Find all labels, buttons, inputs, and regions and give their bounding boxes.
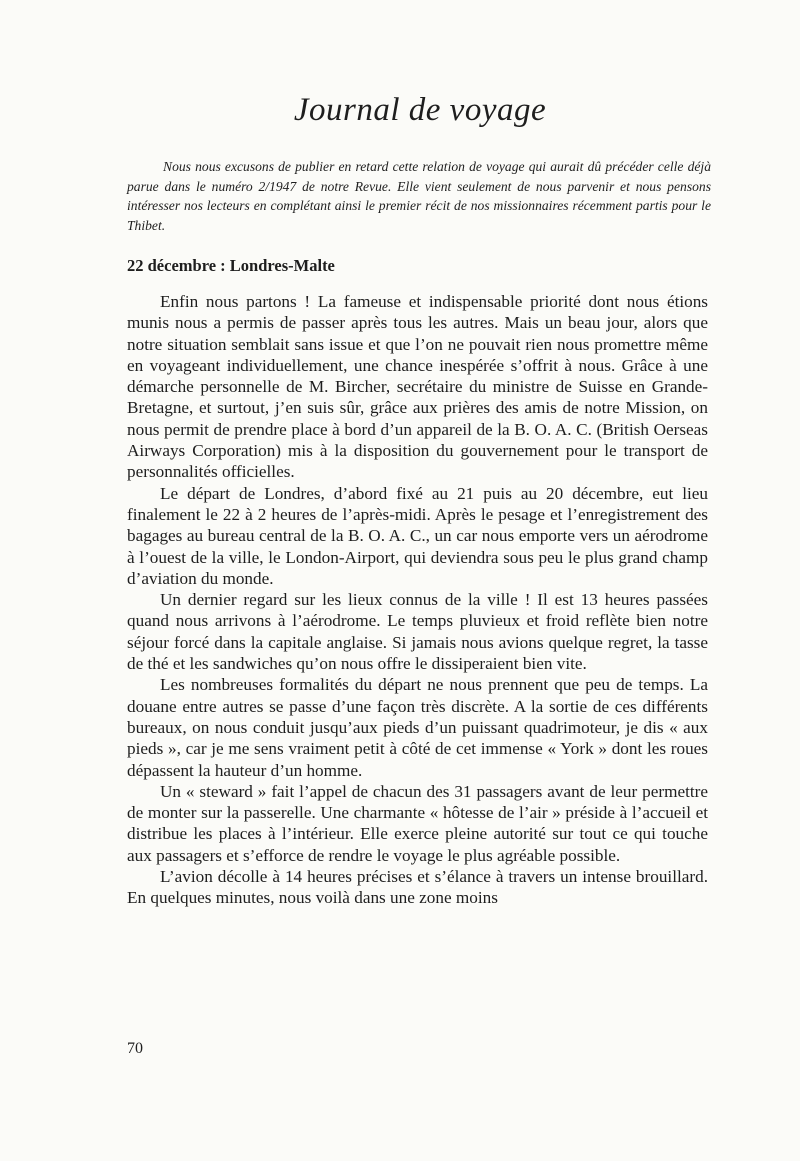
body-text <box>127 291 708 909</box>
paragraph: Les nombreuses formalités du départ ne nous prennent que peu de temps. La douane entre autres se passe d’une façon très discrète. A la sortie de ces différents bureaux, on nous conduit jusqu’aux pieds d’un puissant quadrimoteur, je dis « aux pieds », car je me sens vraiment petit à côté de cet immense « York » dont les roues dépassent la hauteur d’un homme. <box>127 675 708 780</box>
section-heading: 22 décembre : Londres-Malte <box>127 256 335 275</box>
page-number: 70 <box>127 1040 143 1057</box>
paragraph: Le départ de Londres, d’abord fixé au 21 puis au 20 décembre, eut lieu finalement le 22 à 2 heures de l’après-midi. Après le pesage et l’enregistrement des bagages au bureau central de la B. O. A. C., un car nous emporte vers un aérodrome à l’ouest de la ville, le London-Airport, qui deviendra sous peu le plus grand champ d’aviation du monde. <box>127 483 708 588</box>
paragraph: Enfin nous partons ! La fameuse et indispensable priorité dont nous étions munis nous a permis de passer après tous les autres. Mais un beau jour, alors que notre situation semblait sans issue et que l’on ne pouvait rien nous promettre même en voyageant individuellement, une chance inespérée s’offrit à nous. Grâce à une démarche personnelle de M. Bircher, secrétaire du ministre de Suisse en Grande-Bretagne, et surtout, j’en suis sûr, grâce aux prières des amis de notre Mission, on nous permit de prendre place à bord d’un appareil de la B. O. A. C. (British Oerseas Airways Corporation) mis à la disposition du gouvernement pour le transport de personnalités officielles. <box>127 292 708 482</box>
page-title: Journal de voyage <box>293 92 547 128</box>
paragraph: L’avion décolle à 14 heures précises et s’élance à travers un intense brouillard. En quelques minutes, nous voilà dans une zone moins <box>127 867 708 908</box>
paragraph: Un dernier regard sur les lieux connus de la ville ! Il est 13 heures passées quand nous arrivons à l’aérodrome. Le temps pluvieux et froid reflète bien notre séjour forcé dans la capitale anglaise. Si jamais nous avions quelque regret, la tasse de thé et les sandwiches qu’on nous offre le dissiperaient bien vite. <box>127 590 708 674</box>
paragraph: Un « steward » fait l’appel de chacun des 31 passagers avant de leur permettre de monter sur la passerelle. Une charmante « hôtesse de l’air » préside à l’accueil et distribue les places à l’intérieur. Elle exerce pleine autorité sur tout ce qui touche aux passagers et s’efforce de rendre le voyage le plus agréable possible. <box>127 781 708 865</box>
editorial-note: Nous nous excusons de publier en retard cette relation de voyage qui aurait dû précéder celle déjà parue dans le numéro 2/1947 de notre Revue. Elle vient seulement de nous parvenir et nous pensons intéresser nos lecteurs en complétant ainsi le premier récit de nos missionnaires récemment partis pour le Thibet. <box>127 159 711 233</box>
